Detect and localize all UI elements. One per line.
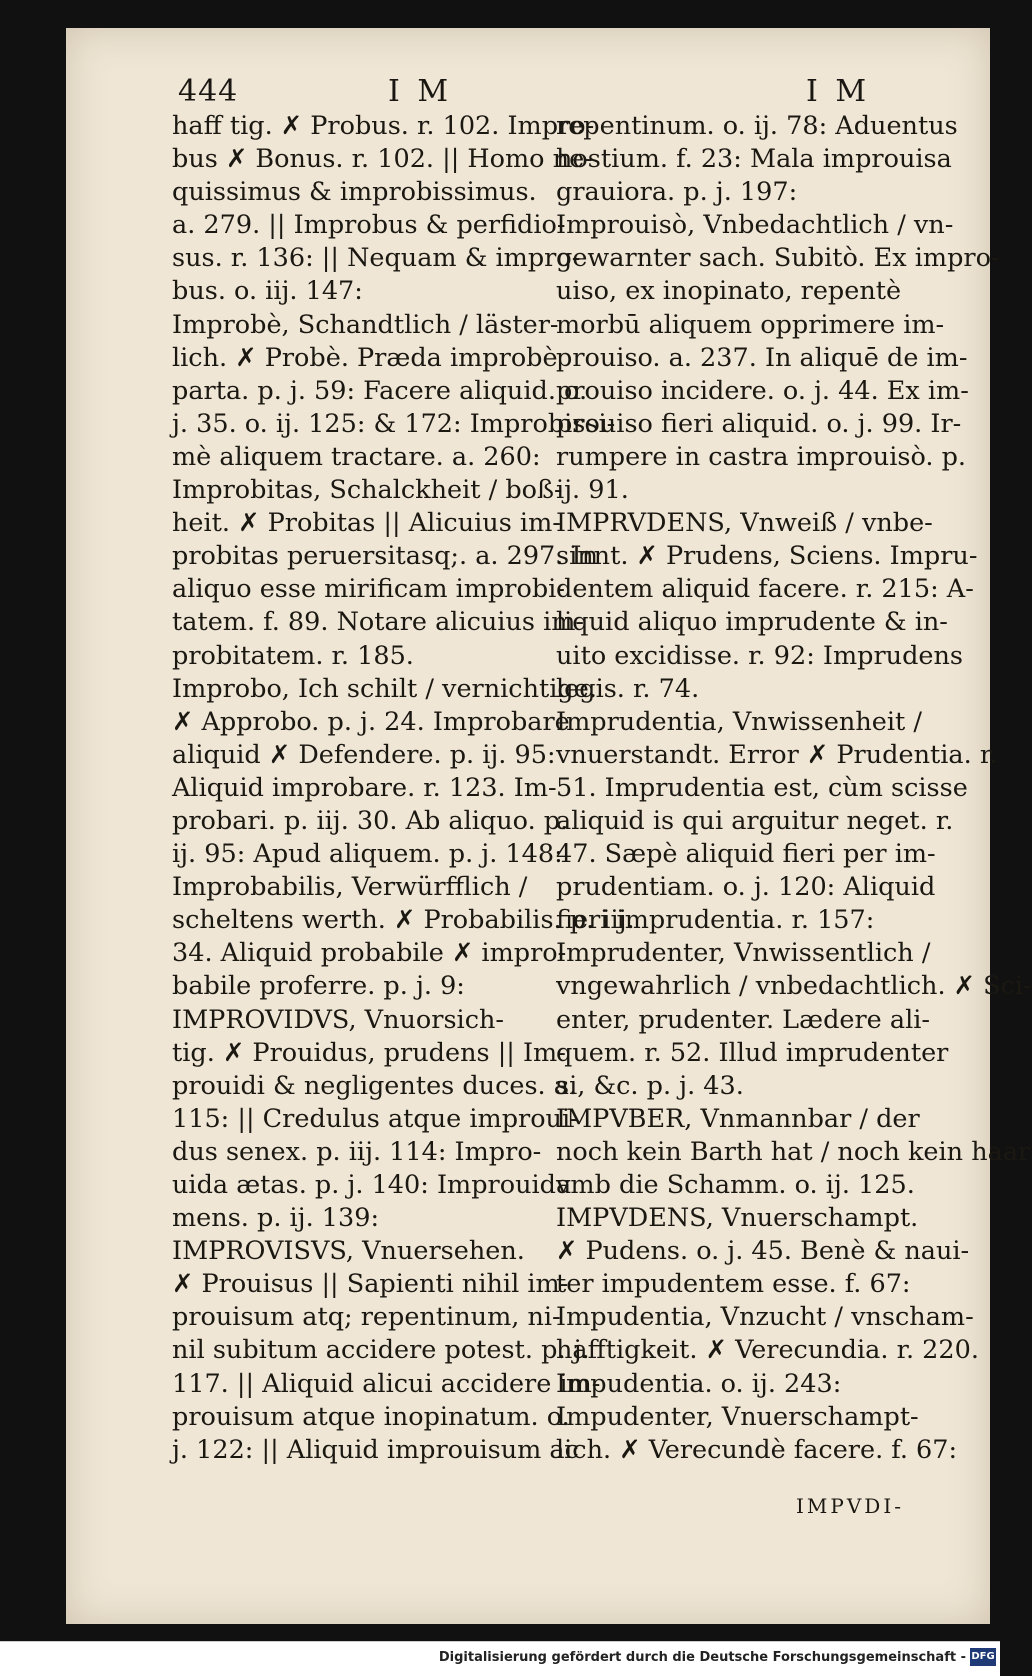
text-line: grauiora. p. j. 197:	[556, 177, 798, 208]
text-line: ij. 95: Apud aliquem. p. j. 148:	[172, 839, 563, 870]
catchword: IMPVDI-	[796, 1494, 904, 1518]
text-line: IMPVDENS, Vnuerschampt.	[556, 1203, 919, 1234]
text-line: uito excidisse. r. 92: Imprudens	[556, 640, 964, 671]
text-line: Improbo, Ich schilt / vernichtige.	[172, 673, 597, 704]
text-line: uida ætas. p. j. 140: Improuida	[172, 1170, 572, 1200]
text-line: tig. ✗ Prouidus, prudens || Im-	[172, 1037, 566, 1068]
text-line: vnuerstandt. Error ✗ Prudentia. r.	[556, 739, 998, 770]
dfg-logo: DFG	[970, 1648, 996, 1666]
text-line: babile proferre. p. j. 9:	[172, 971, 465, 1002]
text-line: IMPROVIDVS, Vnuorsich-	[172, 1004, 505, 1035]
text-line: prouisum atque inopinatum. o.	[172, 1401, 570, 1432]
text-line: Improbabilis, Verwürfflich /	[172, 872, 528, 903]
text-line: repentinum. o. ij. 78: Aduentus	[556, 111, 958, 141]
text-line: noch kein Barth hat / noch kein haar	[556, 1136, 1031, 1167]
text-line: mens. p. ij. 139:	[172, 1203, 380, 1234]
text-line: si, &c. p. j. 43.	[556, 1070, 744, 1101]
text-line: probitatem. r. 185.	[172, 640, 414, 671]
text-line: aliquid ✗ Defendere. p. ij. 95:	[172, 739, 556, 770]
text-line: Aliquid improbare. r. 123. Im-	[172, 772, 557, 803]
text-line: aliquid is qui arguitur neget. r.	[556, 805, 954, 836]
text-line: bus ✗ Bonus. r. 102. || Homo ne-	[172, 144, 593, 175]
text-line: prouiso fieri aliquid. o. j. 99. Ir-	[556, 408, 962, 439]
text-line: j. 122: || Aliquid improuisum ac	[172, 1434, 579, 1465]
text-line: Improbitas, Schalckheit / boß-	[172, 475, 563, 506]
text-line: ✗ Approbo. p. j. 24. Improbare	[172, 706, 570, 737]
text-line: mè aliquem tractare. a. 260:	[172, 441, 541, 472]
text-line: Improuisò, Vnbedachtlich / vn-	[556, 210, 954, 241]
text-line: vmb die Schamm. o. ij. 125.	[556, 1170, 915, 1200]
text-line: quem. r. 52. Illud imprudenter	[556, 1037, 949, 1068]
text-line: aliquo esse mirificam improbi-	[172, 574, 565, 605]
text-line: 47. Sæpè aliquid fieri per im-	[556, 839, 936, 870]
text-line: gewarnter sach. Subitò. Ex impro-	[556, 243, 1000, 274]
page-header	[178, 74, 940, 114]
text-line: ✗ Prouisus || Sapienti nihil im-	[172, 1269, 569, 1300]
text-line: ✗ Pudens. o. j. 45. Benè & naui-	[556, 1236, 970, 1267]
text-line: fieri imprudentia. r. 157:	[556, 905, 875, 936]
book-page	[66, 28, 1032, 1624]
text-line: prouidi & negligentes duces. a.	[172, 1070, 578, 1101]
text-line: j. 35. o. ij. 125: & 172: Improbissi-	[172, 408, 616, 439]
text-line: liquid aliquo imprudente & in-	[556, 607, 948, 638]
text-line: legis. r. 74.	[556, 673, 700, 704]
footer-credit: Digitalisierung gefördert durch die Deutsche Forschungsgemeinschaft -	[438, 1650, 966, 1665]
text-line: dentem aliquid facere. r. 215: A-	[556, 574, 974, 605]
text-line: vngewahrlich / vnbedachtlich. ✗ Sci-	[556, 971, 1032, 1002]
text-line: ij. 91.	[556, 475, 629, 506]
text-line: dus senex. p. iij. 114: Impro-	[172, 1136, 542, 1167]
text-line: bus. o. iij. 147:	[172, 276, 363, 307]
text-line: scheltens werth. ✗ Probabilis. p. iij.	[172, 905, 635, 936]
text-line: Impudenter, Vnuerschampt-	[556, 1401, 919, 1432]
text-line: enter, prudenter. Lædere ali-	[556, 1004, 930, 1035]
text-line: nil subitum accidere potest. p. j.	[172, 1335, 590, 1366]
text-line: heit. ✗ Probitas || Alicuius im-	[172, 508, 561, 539]
text-line: Impudentia. o. ij. 243:	[556, 1368, 842, 1399]
text-line: lich. ✗ Probè. Præda improbè	[172, 342, 558, 373]
text-line: uiso, ex inopinato, repentè	[556, 276, 902, 307]
text-line: parta. p. j. 59: Facere aliquid. o.	[172, 375, 588, 406]
text-line: Improbè, Schandtlich / läster-	[172, 309, 559, 340]
text-line: rumpere in castra improuisò. p.	[556, 441, 967, 472]
text-line: lich. ✗ Verecundè facere. f. 67:	[556, 1434, 958, 1465]
text-line: sinnt. ✗ Prudens, Sciens. Impru-	[556, 541, 978, 572]
text-line: prouiso incidere. o. j. 44. Ex im-	[556, 375, 969, 406]
text-line: ter impudentem esse. f. 67:	[556, 1269, 911, 1300]
text-line: Imprudentia, Vnwissenheit /	[556, 706, 922, 737]
text-line: prouisum atq; repentinum, ni-	[172, 1302, 561, 1333]
text-line: IMPRVDENS, Vnweiß / vnbe-	[556, 508, 933, 539]
page-number: 444	[178, 74, 239, 109]
text-line: prudentiam. o. j. 120: Aliquid	[556, 872, 936, 903]
text-line: tatem. f. 89. Notare alicuius im-	[172, 607, 585, 638]
text-line: probitas peruersitasq;. a. 297. In	[172, 541, 598, 572]
text-line: Imprudenter, Vnwissentlich /	[556, 938, 931, 969]
text-line: hafftigkeit. ✗ Verecundia. r. 220.	[556, 1335, 979, 1366]
text-line: a. 279. || Improbus & perfidio-	[172, 210, 566, 241]
text-line: IMPVBER, Vnmannbar / der	[556, 1103, 920, 1134]
text-line: 117. || Aliquid alicui accidere im-	[172, 1368, 601, 1399]
text-line: prouiso. a. 237. In aliquē de im-	[556, 342, 968, 373]
text-line: quissimus & improbissimus.	[172, 177, 537, 208]
right-text-column	[556, 110, 1032, 1467]
text-line: hostium. f. 23: Mala improuisa	[556, 144, 952, 175]
text-line: probari. p. iij. 30. Ab aliquo. p.	[172, 805, 569, 836]
text-line: haff tig. ✗ Probus. r. 102. Impro-	[172, 111, 595, 141]
text-line: morbū aliquem opprimere im-	[556, 309, 945, 340]
text-line: 34. Aliquid probabile ✗ impro-	[172, 938, 567, 969]
left-running-head: I M	[388, 74, 453, 109]
text-line: 51. Imprudentia est, cùm scisse	[556, 772, 968, 803]
text-line: IMPROVISVS, Vnuersehen.	[172, 1236, 525, 1267]
text-line: sus. r. 136: || Nequam & impro-	[172, 243, 581, 274]
footer-bar	[0, 1641, 1000, 1676]
text-line: Impudentia, Vnzucht / vnscham-	[556, 1302, 974, 1333]
text-line: 115: || Credulus atque improui-	[172, 1103, 579, 1134]
right-running-head: I M	[806, 74, 871, 109]
